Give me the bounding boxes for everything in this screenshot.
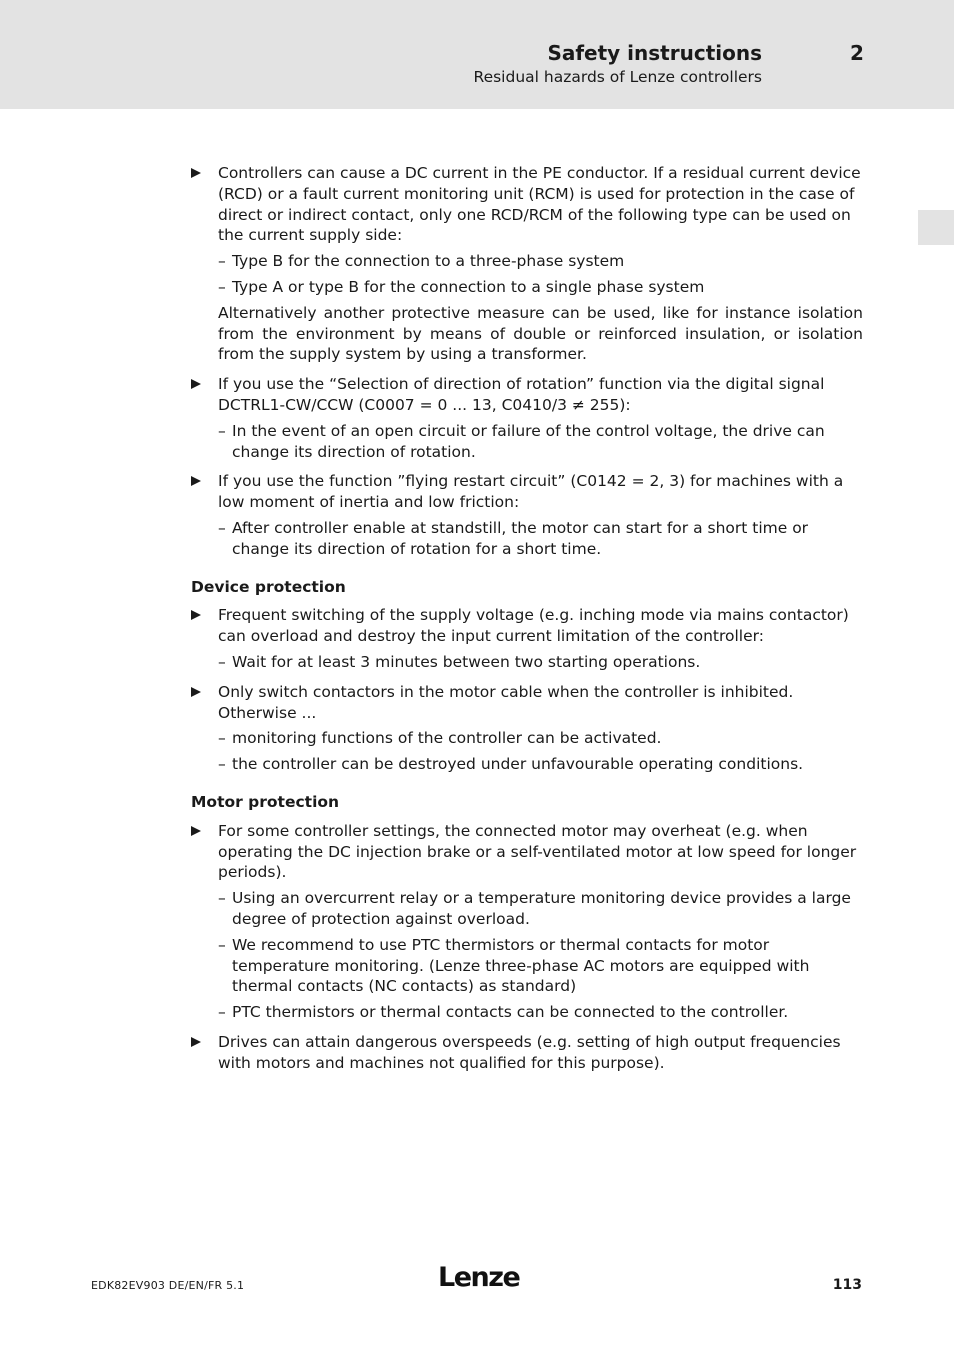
sub-item-text: Using an overcurrent relay or a temperature monitoring device provides a large degree of protection against overload. bbox=[232, 889, 851, 928]
bullet-arrow-icon bbox=[191, 168, 201, 178]
chapter-number: 2 bbox=[850, 41, 864, 65]
bullet-item bbox=[191, 605, 863, 672]
sub-item bbox=[218, 277, 863, 298]
bullet-arrow-icon bbox=[191, 1037, 201, 1047]
section-heading-motor-protection: Motor protection bbox=[191, 792, 340, 811]
bullet-arrow-icon bbox=[191, 687, 201, 697]
bullet-text: For some controller settings, the connected motor may overheat (e.g. when operating the DC injection brake or a self-ventilated motor at low speed for longer periods). bbox=[218, 821, 857, 882]
dash-mark: – bbox=[218, 277, 226, 296]
sub-item-text: We recommend to use PTC thermistors or thermal contacts for motor temperature monitoring. (Lenze three-phase AC motors are equipped with thermal contacts (NC contacts) as standard) bbox=[232, 935, 810, 996]
page-title: Safety instructions bbox=[547, 41, 762, 65]
bullet-arrow-icon bbox=[191, 826, 201, 836]
sub-item bbox=[218, 1002, 863, 1023]
bullet-arrow-icon bbox=[191, 379, 201, 389]
sub-item bbox=[218, 888, 863, 930]
dash-mark: – bbox=[218, 518, 226, 537]
sub-item-text: In the event of an open circuit or failure of the control voltage, the drive can change its direction of rotation. bbox=[232, 421, 825, 461]
sub-item bbox=[218, 421, 863, 463]
dash-mark: – bbox=[218, 252, 226, 271]
dash-mark: – bbox=[218, 889, 226, 908]
bullet-text: Drives can attain dangerous overspeeds (e.g. setting of high output frequencies with motors and machines not qualified for this purpose). bbox=[218, 1032, 841, 1072]
page-subtitle: Residual hazards of Lenze controllers bbox=[473, 68, 762, 86]
bullet-text: If you use the “Selection of direction of rotation” function via the digital signal DCTRL1-CW/CCW (C0007 = 0 ... 13, C0410/3 ≠ 255): bbox=[218, 375, 825, 414]
sub-item-text: After controller enable at standstill, the motor can start for a short time or change its direction of rotation for a short time. bbox=[232, 518, 809, 558]
dash-mark: – bbox=[218, 755, 226, 774]
bullet-arrow-icon bbox=[191, 476, 201, 486]
bullet-text: Frequent switching of the supply voltage (e.g. inching mode via mains contactor) can overload and destroy the input current limitation of the controller: bbox=[218, 606, 849, 646]
bullet-item bbox=[191, 471, 863, 559]
sub-item bbox=[218, 652, 863, 673]
document-id: EDK82EV903 DE/EN/FR 5.1 bbox=[91, 1279, 245, 1292]
dash-mark: – bbox=[218, 421, 226, 440]
sub-item bbox=[218, 728, 863, 749]
sub-item bbox=[218, 935, 863, 997]
main-content bbox=[191, 163, 863, 1082]
sub-item-text: Type A or type B for the connection to a single phase system bbox=[232, 277, 705, 296]
bullet-text: If you use the function ”flying restart circuit” (C0142 = 2, 3) for machines with a low moment of inertia and low friction: bbox=[218, 472, 844, 512]
section-heading-device-protection: Device protection bbox=[191, 577, 346, 596]
sub-item-text: PTC thermistors or thermal contacts can be connected to the controller. bbox=[232, 1003, 789, 1022]
dash-mark: – bbox=[218, 1003, 226, 1022]
bullet-text: Controllers can cause a DC current in the PE conductor. If a residual current device (RCD) or a fault current monitoring unit (RCM) is used for protection in the case of direct or indirect contact, only one RCD/RCM of the following type can be used on the current supply side: bbox=[218, 164, 861, 245]
bullet-followup-text: Alternatively another protective measure can be used, like for instance isolation from the environment by means of double or reinforced insulation, or isolation from the supply system by using a transformer. bbox=[218, 303, 863, 364]
bullet-item bbox=[191, 682, 863, 775]
sub-item-text: monitoring functions of the controller can be activated. bbox=[232, 729, 662, 748]
sub-item-text: Type B for the connection to a three-phase system bbox=[232, 252, 625, 271]
chapter-tab-marker bbox=[918, 210, 954, 245]
bullet-item bbox=[191, 821, 863, 1023]
bullet-item bbox=[191, 374, 863, 462]
bullet-text: Only switch contactors in the motor cable when the controller is inhibited. Otherwise ... bbox=[218, 682, 794, 722]
bullet-item bbox=[191, 163, 863, 365]
dash-mark: – bbox=[218, 652, 226, 671]
sub-item bbox=[218, 251, 863, 272]
sub-item bbox=[218, 518, 863, 560]
lenze-logo: Lenze bbox=[438, 1262, 520, 1293]
dash-mark: – bbox=[218, 729, 226, 748]
page-number: 113 bbox=[832, 1277, 862, 1293]
bullet-item bbox=[191, 1032, 863, 1074]
sub-item-text: the controller can be destroyed under unfavourable operating conditions. bbox=[232, 755, 804, 774]
header-band bbox=[0, 0, 954, 109]
dash-mark: – bbox=[218, 935, 226, 954]
sub-item-text: Wait for at least 3 minutes between two starting operations. bbox=[232, 652, 701, 671]
bullet-arrow-icon bbox=[191, 610, 201, 620]
sub-item bbox=[218, 754, 863, 775]
